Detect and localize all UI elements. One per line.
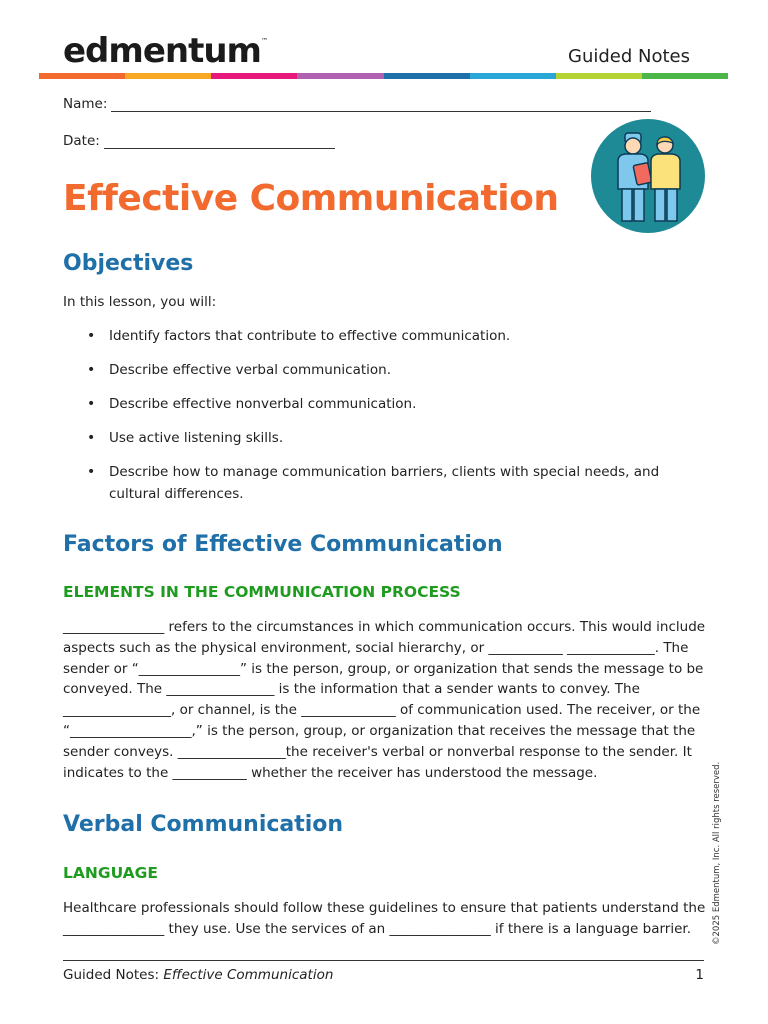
copyright-notice: ©2025 Edmentum, Inc. All rights reserved. bbox=[712, 761, 722, 945]
color-bar-segment bbox=[297, 73, 383, 79]
objective-item: • Identify factors that contribute to effective communication. bbox=[63, 325, 683, 347]
date-field[interactable] bbox=[63, 133, 335, 149]
healthcare-workers-icon bbox=[591, 119, 705, 233]
objectives-list bbox=[63, 325, 683, 517]
page-title: Effective Communication bbox=[63, 178, 559, 219]
elements-subheading: ELEMENTS IN THE COMMUNICATION PROCESS bbox=[63, 583, 461, 601]
color-bar-segment bbox=[39, 73, 125, 79]
language-paragraph: Healthcare professionals should follow these guidelines to ensure that patients understand the _______________ they use. Use the services of an _______________ if there is a language barrier. bbox=[63, 900, 706, 937]
date-label: Date: bbox=[63, 133, 100, 149]
factors-heading: Factors of Effective Communication bbox=[63, 532, 503, 557]
color-bar-segment bbox=[470, 73, 556, 79]
name-blank-line[interactable] bbox=[111, 97, 651, 112]
objective-item: • Use active listening skills. bbox=[63, 427, 683, 449]
verbal-heading: Verbal Communication bbox=[63, 812, 344, 837]
objectives-heading: Objectives bbox=[63, 251, 194, 276]
objective-item: • Describe effective verbal communication. bbox=[63, 359, 683, 381]
name-field[interactable] bbox=[63, 96, 651, 112]
color-bar-segment bbox=[556, 73, 642, 79]
logo-trademark: ™ bbox=[260, 37, 268, 45]
logo-text: edmentum bbox=[63, 31, 261, 71]
page-number: 1 bbox=[695, 967, 704, 983]
color-bar-segment bbox=[384, 73, 470, 79]
date-blank-line[interactable] bbox=[104, 134, 335, 149]
footer-divider bbox=[63, 960, 704, 961]
edmentum-logo bbox=[63, 31, 268, 71]
footer-title: Effective Communication bbox=[163, 967, 334, 983]
footer-label-text: Guided Notes: bbox=[63, 967, 164, 983]
header-color-bar bbox=[39, 73, 728, 79]
objectives-intro: In this lesson, you will: bbox=[63, 294, 217, 310]
header-label: Guided Notes bbox=[568, 46, 690, 67]
language-subheading: LANGUAGE bbox=[63, 864, 158, 882]
objective-item: • Describe effective nonverbal communication. bbox=[63, 393, 683, 415]
color-bar-segment bbox=[642, 73, 728, 79]
color-bar-segment bbox=[125, 73, 211, 79]
footer-label bbox=[63, 967, 333, 983]
name-label: Name: bbox=[63, 96, 108, 112]
color-bar-segment bbox=[211, 73, 297, 79]
elements-paragraph: _______________ refers to the circumstances in which communication occurs. This would include aspects such as the physical environment, social hierarchy, or ___________ _____________. The sender or “_______________” is the person, group, or organization that sends the message to be conveyed. The ________________ is the information that a sender wants to convey. The ________________, or channel, is the ______________ of communication used. The receiver, or the “__________________,” is the person, group, or organization that receives the message that the sender conveys. ________________the receiver's verbal or nonverbal response to the sender. It indicates to the ___________ whether the receiver has understood the message. bbox=[63, 619, 706, 781]
objective-item: • Describe how to manage communication barriers, clients with special needs, and cultural differences. bbox=[63, 461, 683, 505]
